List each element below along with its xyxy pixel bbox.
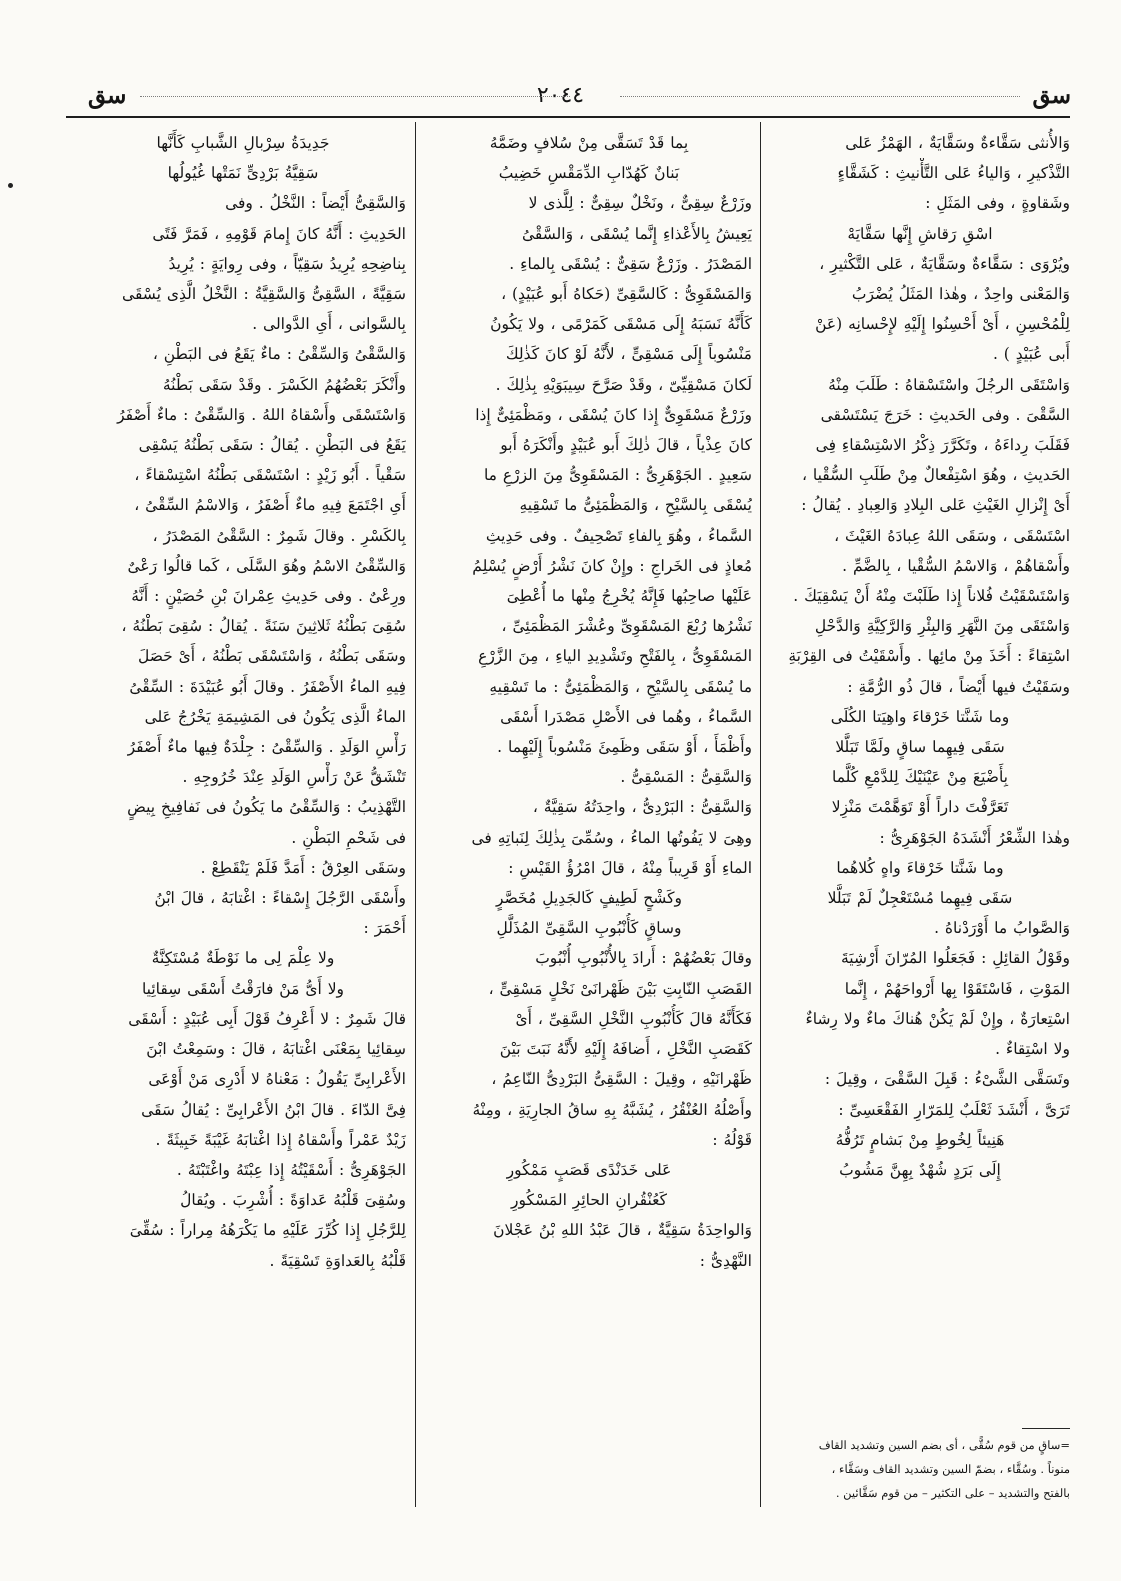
text-line: بِالسَّوانى ، أَىِ الدَّوالى . (252, 315, 406, 334)
text-line: السَّماءُ ، وهُما فى الأَصْلِ مَصْدَرا أَسْقَى (500, 707, 752, 726)
text-line: وَاسْتَقَى الرجُلَ واسْتَسْقاهُ : طَلَبَ مِنْهُ (828, 375, 1070, 394)
text-line: وَالسَّقْىُ وَالسِّقْىُ : ماءٌ يَقَعُ فى البَطْنِ ، (152, 345, 406, 364)
text-line: وقَوْلُ القائِلِ : فَجَعَلُوا المُرّانَ أَرْشِيَةَ (840, 949, 1070, 968)
text-line: سَقِيَّةً ، السَّقِىُّ وَالسَّقِيَّةُ : النَّخْلُ الَّذِى يُسْقَى (122, 285, 406, 304)
text-line: بِناضِحِهِ يُرِيدُ سَقِيّاً ، وفى رِوايَةٍ : يُرِيدُ (168, 254, 406, 273)
text-column-left (80, 128, 406, 1276)
text-line: تَرَىَّ ، أَنْشَدَ ثَعْلَبٌ لِلمَرّارِ الفَقْعَسِىِّ : (838, 1100, 1070, 1119)
text-line: وأَنْكَرَ بَعْضُهُمُ الكَسْرَ . وقَدْ سَقَى بَطْنُهُ (162, 375, 406, 394)
text-line: وَالواحِدَةُ سَقِيَّةٌ ، قالَ عَبْدُ اللهِ بْنُ عَجْلانَ (493, 1221, 752, 1240)
text-line: فِىَّ الدّاءَ . قالَ ابْنُ الأَعْرابِىِّ : يُقالُ سَقَى (141, 1100, 406, 1119)
text-column-middle (426, 128, 752, 1276)
text-line: أَىِ اجْتَمَعَ فِيهِ ماءٌ أَصْفَرُ ، وَالاسْمُ السِّقْىُ ، (134, 496, 406, 515)
verse-line: هَنِيئاً لِخُوطٍ مِنْ بَشامٍ تَرُفُّهُ (835, 1130, 1005, 1149)
footnote-rule (1022, 1428, 1070, 1429)
text-line: لِلرَّجُلِ إِذا كُرِّرَ عَلَيْهِ ما يَكْرَهُهُ مِراراً : سُقِّىَ (129, 1221, 406, 1240)
text-line: ظَهْرانَيْهِ ، وقِيلَ : السَّقِىُّ البَرْدِىُّ النّاعِمُ ، (491, 1070, 752, 1089)
text-line: ولا اسْتِقاءٌ . (995, 1040, 1070, 1059)
verse-line: جَدِيدَةُ سِرْبالِ الشَّبابِ كَأَنَّها (156, 134, 330, 152)
text-line: وَالمَسْقَوِىُّ : كَالسَّقِىِّ (حَكاهُ أَبو عُبَيْدٍ) ، (501, 285, 752, 304)
text-line: وتَسَقَّى الشَّىْءُ : قَبِلَ السَّقْىَ ، وقِيلَ : (824, 1070, 1070, 1089)
text-line: فَقَلَبَ رِداءَهُ ، وتَكَرَّرَ ذِكْرُ الاسْتِسْقاءِ فِى (815, 436, 1070, 455)
verse-line: وساقٍ كَأُنْبُوبِ السَّقِىِّ المُذَلَّلِ (496, 919, 682, 938)
footnote-line: بالفتح والتشديد – على التكثير – من قوم سَقَّائين . (835, 1486, 1070, 1500)
text-line: أَبى عُبَيْدٍ ) . (992, 345, 1070, 364)
page-number: ٢٠٤٤ (536, 83, 585, 108)
text-line: التَّهْذِيبُ : وَالسِّقْىُ ما يَكُونُ فى نَفافِيخِ بِيضٍ (127, 798, 406, 817)
text-line: المَصْدَرُ . وزَرْعٌ سَقِىٌّ : يُسْقَى بِالماءِ . (509, 254, 752, 273)
text-line: المَسْقَوِىُّ ، بِالفَتْحِ وتَشْدِيدِ الياءِ ، مِنَ الزَّرْعِ (478, 647, 752, 666)
text-line: وَالسَّقِىُّ أَيْضاً : النَّخْلُ . وفى (225, 194, 406, 213)
text-line: قَلْبُهُ بِالعَداوَةِ تَسْقِيَةً . (269, 1251, 406, 1270)
text-line: القَصَبِ النّابِتِ بَيْنَ ظَهْرانَىْ نَخْلٍ مَسْقِىٍّ ، (488, 979, 752, 998)
text-line: وسَقَى بَطْنُهُ ، وَاسْتَسْقَى بَطْنُهُ ، أَىْ حَصَلَ (137, 647, 406, 666)
text-line: نَشْرُها رُبْعَ المَسْقَوِىِّ وعُشْرَ المَظْمَئِىِّ ، (501, 617, 752, 636)
text-line: وهِىَ لا يَفُوتُها الماءُ ، وسُمِّىَ بِذٰلِكَ لِنَباتِهِ فى (471, 828, 752, 847)
text-line: وزَرْعٌ سِقِىٌّ ، ونَخْلٌ سِقِىٌّ : لِلَّذى لا (528, 194, 752, 213)
text-line: اسْتِعارَةٌ ، وإِنْ لَمْ يَكُنْ هُناكَ ماءٌ ولا رِشاءٌ (805, 1009, 1070, 1028)
verse-line: بِأَضْيَعَ مِنْ عَيْنَيْكَ لِلدَّمْعِ كُلَّما (831, 768, 1008, 787)
text-line: قَوْلُهُ : (712, 1130, 752, 1149)
text-line: ما يُسْقَى بِالسَّيْحِ ، وَالمَظْمَئِىُّ : ما تَسْقِيهِ (489, 677, 752, 696)
text-line: ورِعْىٌ . وفى حَدِيثِ عِمْرانَ بْنِ حُصَيْنٍ : أَنَّهُ (131, 587, 406, 606)
text-column-right (770, 128, 1070, 1185)
column-divider (760, 122, 761, 1507)
text-line: وأَسْقاهُمْ ، وَالاسْمُ السُّقْيا ، بِالضَّمِّ . (842, 556, 1070, 575)
text-line: يَعِيشُ بِالأَعْذاءِ إِنَّما يُسْقَى ، وَالسَّقْىُ (521, 224, 752, 243)
text-line: وسُقِىَ قَلْبُهُ عَداوَةً : أُشْرِبَ . ويُقالُ (180, 1191, 406, 1210)
text-line: وَاسْتَقَى مِنَ النَّهَرِ وَالبِئْرِ وَالرَّكِيَّةِ وَالدَّحْلِ (814, 617, 1070, 636)
text-line: وَالسَّقِىُّ : المَسْقِىُّ . (620, 768, 752, 787)
text-line: سَعِيدٍ . الجَوْهَرِىُّ : المَسْقَوِىُّ مِنَ الزرْعِ ما (483, 466, 752, 485)
verse-line: ولا عِلْمَ لِى ما نَوْطَةٌ مُسْتَكِنَّةٌ (151, 949, 335, 968)
text-line: الجَوْهَرِىُّ : أَسْقَيْتُهُ إِذا عِبْتَهُ واغْتَبْتَهُ . (176, 1160, 406, 1179)
header-root-word-right: سق (1032, 82, 1071, 109)
text-line: الحَديثِ ، وهُوَ اسْتِفْعالٌ مِنْ طَلَبِ السُّقْيا ، (801, 466, 1070, 485)
text-line: وشَقاوةٍ ، وفى المَثَلِ : (925, 194, 1070, 213)
text-line: سُقِىَ بَطْنُهُ ثَلاثِينَ سَنَةً . يُقالُ : سُقِىَ بَطْنُهُ ، (121, 617, 406, 636)
text-line: فَكَأَنَّهُ قالَ كَأُنْبُوبِ النَّخْلِ السَّقِىِّ ، أَىْ (515, 1009, 752, 1028)
verse-line: بَنانٌ كَهُدّابِ الدِّمَقْسِ خَضِيبُ (498, 164, 680, 183)
text-line: فِيهِ الماءُ الأَصْفَرُ . وقالَ أَبُو عُبَيْدَةَ : السِّقْىُ (129, 677, 406, 696)
header-dotted-leader-left (140, 96, 570, 99)
text-line: يَقَعُ فى البَطْنِ . يُقالُ : سَقَى بَطْنُهُ يَسْقِى (138, 436, 406, 455)
verse-line: عَلى خَدَنْدًى قَصَبٍ مَمْكُورِ (506, 1160, 672, 1179)
footnote-line: منوناً . وسُقَّاء ، بضمّ السين وتشديد القاف وسَقَّاء ، (831, 1462, 1070, 1476)
verse-line: وما شَنَّتا خَرْقاءَ واهِيَتا الكُلَى (830, 707, 1010, 726)
text-line: وزَرْعٌ مَسْقَوِىٌّ إِذا كانَ يُسْقَى ، ومَظْمَئِىٌّ إِذا (475, 405, 752, 424)
verse-line: سَقِيَّةُ بَرْدِىٍّ نَمَتْها غُيُولُها (167, 164, 319, 183)
text-line: وَاسْتَسْقَيْتُ فُلاناً إِذا طَلَبْتَ مِنْهُ أَنْ يَسْقِيَكَ . (793, 587, 1070, 606)
text-line: سِقائِيا بِمَعْنَى اغْتابَهُ ، قالَ : وسَمِعْتُ ابْنَ (146, 1040, 406, 1059)
text-line: كانَ عِذْياً ، قالَ ذٰلِكَ أَبو عُبَيْدٍ وأَنْكَرَهُ أَبو (500, 436, 752, 455)
text-line: الماءُ الَّذِى يَكُونُ فى المَشِيمَةِ يَخْرُجُ عَلى (144, 707, 406, 726)
footnote-line: =ساقٍ من قوم سُقًّى ، أى بضم السين وتشديد القاف (818, 1438, 1070, 1452)
text-line: وقالَ بَعْضُهُمْ : أَرادَ بِالأُنْبُوبِ أُنْبُوبَ (535, 949, 752, 968)
scan-speck (8, 183, 13, 188)
footnote (770, 1433, 1070, 1505)
text-line: يُسْقَى بِالسَّيْحِ ، وَالمَظْمَئِىُّ ما تَسْقِيهِ (519, 496, 752, 515)
verse-line: سَقَى فِيهِما ساقٍ ولَمَّا تَبَلَّلا (835, 738, 1005, 757)
text-line: وهٰذا الشِّعْرُ أَنْشَدَهُ الجَوْهَرِىُّ : (879, 828, 1070, 847)
text-line: وَاسْتَسْقَى وأَسْقاهُ اللهُ . وَالسِّقْىُ : ماءٌ أَصْفَرُ (117, 405, 406, 424)
text-line: السَّقْىَ . وفى الحَديثِ : خَرَجَ يَسْتَسْقى (820, 405, 1070, 424)
verse-line: بِما قَدْ تَسَقَّى مِنْ سُلافٍ وضَمَّهُ (489, 134, 689, 152)
verse-line: إِلَى بَرَدٍ شُهْدٌ بِهِنَّ مَشُوبُ (839, 1160, 1001, 1179)
text-line: اسْتَسْقَى ، وسَقَى اللهُ عِبادَهُ الغَيْثَ ، (834, 526, 1070, 545)
text-line: الماءِ أَوْ قَرِيباً مِنْهُ ، قالَ امْرُؤُ القَيْسِ : (508, 858, 752, 877)
text-line: مُعاذٍ فى الخَراجِ : وإِنْ كانَ نَشْرُ أَرْضٍ يُسْلِمُ (472, 556, 752, 575)
text-line: النَّهْدِىُّ : (699, 1251, 752, 1270)
header-rule (66, 116, 1070, 118)
text-line: وَالسِّقْىُ الاسْمُ وهُوَ السَّلَى ، كَما قالُوا رَعْىٌ (127, 556, 406, 575)
header-root-word-left: سق (88, 82, 127, 109)
text-line: سَقْياً . أَبُو زَيْدٍ : اسْتَسْقَى بَطْنُهُ اسْتِسْقاءً ، (134, 466, 406, 485)
verse-line: كَعُنْقُرانِ الحائِرِ المَسْكُورِ (511, 1191, 667, 1210)
text-line: الحَدِيثِ : أَنَّهُ كانَ إِمامَ قَوْمِهِ ، فَمَرَّ فَتًى (152, 224, 406, 243)
column-divider (415, 122, 416, 1507)
text-line: فى شَحْمِ البَطْنِ . (291, 828, 406, 847)
text-line: رَأْسِ الوَلَدِ . وَالسِّقْىُ : جِلْدَةٌ فِيها ماءٌ أَصْفَرُ (127, 738, 406, 757)
text-line: كَأَنَّهُ نَسَبَهُ إِلَى مَسْقَى كَمَرْمًى ، ولا يَكُونُ (490, 315, 752, 334)
text-line: السَّماءُ ، وهُوَ بِالفاءِ تَصْحِيفٌ . وفى حَدِيثِ (485, 526, 752, 545)
text-line: وَالمَعْنى واحِدٌ ، وهٰذا المَثَلُ يُضْرَبُ (851, 285, 1070, 304)
text-line: تَنْشَقُّ عَنْ رَأْسِ الوَلَدِ عِنْدَ خُرُوجِهِ . (182, 768, 406, 787)
text-line: وسَقَى العِرْقُ : أَمَدَّ فَلَمْ يَنْقَطِعْ . (200, 858, 406, 877)
text-line: المَوْتِ ، فَاسْتَقَوْا بِها أَرْواحَهُمْ ، إِنَّما (844, 979, 1070, 998)
text-line: الأَعْرابِىِّ يَقُولُ : مَعْناهُ لا أَدْرِى مَنْ أَوْعَى (148, 1070, 406, 1089)
verse-line: سَقَى فِيهِما مُسْتَعْجِلٌ لَمْ تَبَلَّلا (827, 889, 1013, 908)
verse-line: وكَشْحٍ لَطِيفٍ كَالجَدِيلِ مُخَصَّرٍ (496, 889, 682, 908)
text-line: عَلَيْها صاحِبُها فَإِنَّهُ يُخْرِجُ مِنْها ما أُعْطِىَ (506, 587, 752, 606)
header-dotted-leader-right (620, 96, 1020, 99)
text-line: وَالسَّقِىُّ : البَرْدِىُّ ، واحِدَتُهُ سَقِيَّةٌ ، (532, 798, 752, 817)
text-line: مَنْسُوباً إِلَى مَسْقِىٍّ ، لأَنَّهُ لَوْ كانَ كَذٰلِكَ (505, 345, 752, 364)
text-line: قالَ شَمِرٌ : لا أَعْرِفُ قَوْلَ أَبِى عُبَيْدٍ : أَسْقَى (128, 1009, 406, 1028)
text-line: لِلْمُحْسِنِ ، أَىْ أَحْسِنُوا إِلَيْهِ لإِحْسانِه (عَنْ (815, 315, 1070, 334)
text-line: أَىْ إِنْزالِ الغَيْثِ عَلى البِلادِ وَالعِبادِ . يُقالُ : (801, 496, 1070, 515)
verse-line: اسْقِ رَقاشِ إِنَّها سَقَّايَهْ (847, 224, 993, 243)
text-line: أَحْمَرَ : (363, 919, 406, 938)
text-line: التَّذْكيرِ ، وَالياءُ عَلى التَّأْنيثِ : كَشَقَّاءٍ (837, 164, 1070, 183)
text-line: اسْتِقاءً : أَخَذَ مِنْ مائِها . وأَسْقَيْتُ فى القِرْبَةِ (788, 647, 1070, 666)
text-line: وأَسْقَى الرَّجُلَ إِسْقاءً : اغْتابَهُ ، قالَ ابْنُ (154, 889, 406, 908)
verse-line: تَعَرَّفْتَ داراً أَوْ تَوَهَّمْتَ مَنْزِلا (831, 798, 1009, 817)
text-line: وسَقَيْتُ فيها أَيْضاً ، قالَ ذُو الرُّمَّةِ : (847, 677, 1070, 696)
text-line: لَكانَ مَسْقِيِّىّ ، وقَدْ صَرَّحَ سِيبَوَيْهِ بِذٰلِكَ . (495, 375, 752, 394)
text-line: وأَصْلُهُ العُنْقُرُ ، يُشَبَّهُ بِهِ ساقُ الجارِيَةِ ، ومِنْهُ (472, 1100, 752, 1119)
verse-line: ولا أَىُّ مَنْ فارَقْتُ أَسْقَى سِقائِيا (141, 979, 345, 998)
text-line: بِالكَسْرِ . وقالَ شَمِرٌ : السَّقْىُ المَصْدَرُ ، (152, 526, 406, 545)
text-line: وأَظْمَأَ ، أَوْ سَقَى وظَمِئَ مَنْسُوباً إِلَيْهِما . (497, 738, 752, 757)
text-line: كَقَصَبِ النَّخْلِ ، أَضافَهُ إِلَيْهِ لأَنَّهُ نَبَتَ بَيْنَ (499, 1040, 752, 1059)
verse-line: وما شَنَّتا خَرْقاءَ واهٍ كُلاهُما (836, 858, 1004, 877)
text-line: وَالأُنثى سَقَّاءةٌ وسَقَّايَةٌ ، الهَمْزُ عَلى (845, 134, 1070, 152)
text-line: زَيْدٌ عَمْراً وأَسْقاهُ إِذا اغْتابَهُ غَيْبَةً خَبِيثَةً . (155, 1130, 406, 1149)
text-line: ويُرْوَى : سَقَّاءةٌ وسَقَّايَةٌ ، عَلى التَّكْثيرِ ، (819, 254, 1070, 273)
text-line: وَالصَّوابُ ما أَوْرَدْناهُ . (934, 919, 1070, 938)
